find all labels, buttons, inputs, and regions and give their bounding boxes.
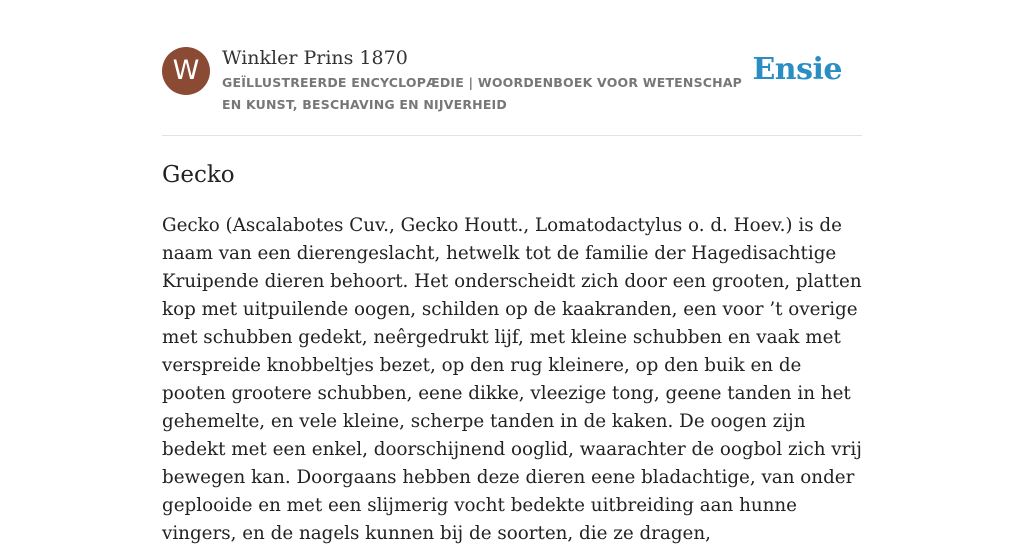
source-subtitle: GEÏLLUSTREERDE ENCYCLOPÆDIE | WOORDENBOEK VOOR WETENSCHAP EN KUNST, BESCHAVING EN NIJVERHEID — [222, 75, 743, 112]
entry-title: Gecko — [162, 162, 235, 188]
entry-body: Gecko (Ascalabotes Cuv., Gecko Houtt., Lomatodactylus o. d. Hoev.) is de naam van een dierengeslacht, hetwelk tot de familie der Hagedisachtige Kruipende dieren behoort. Het onderscheidt zich door een grooten, platten kop met uitpuilende oogen, schilden op de kaakranden, een voor ’t overige met schubben gedekt, neêrgedrukt lijf, met kleine schubben en vaak met verspreide knobbeltjes bezet, op den rug kleinere, op den buik en de pooten grootere schubben, eene dikke, vleezige tong, geene tanden in het gehemelte, en vele kleine, scherpe tanden in de kaken. De oogen zijn bedekt met een enkel, doorschijnend ooglid, waarachter de oogbol zich vrij bewegen kan. Doorgaans hebben deze dieren eene bladachtige, van onder geplooide en met een slijmerig vocht bedekte uitbreiding aan hunne vingers, en de nagels kunnen bij de soorten, die ze dragen, — [162, 215, 862, 544]
ensie-logo[interactable]: Ensie — [752, 52, 842, 87]
source-title[interactable]: Winkler Prins 1870 — [222, 47, 408, 69]
source-avatar[interactable]: W — [162, 47, 210, 95]
header-divider — [162, 135, 862, 136]
source-header — [162, 46, 862, 116]
